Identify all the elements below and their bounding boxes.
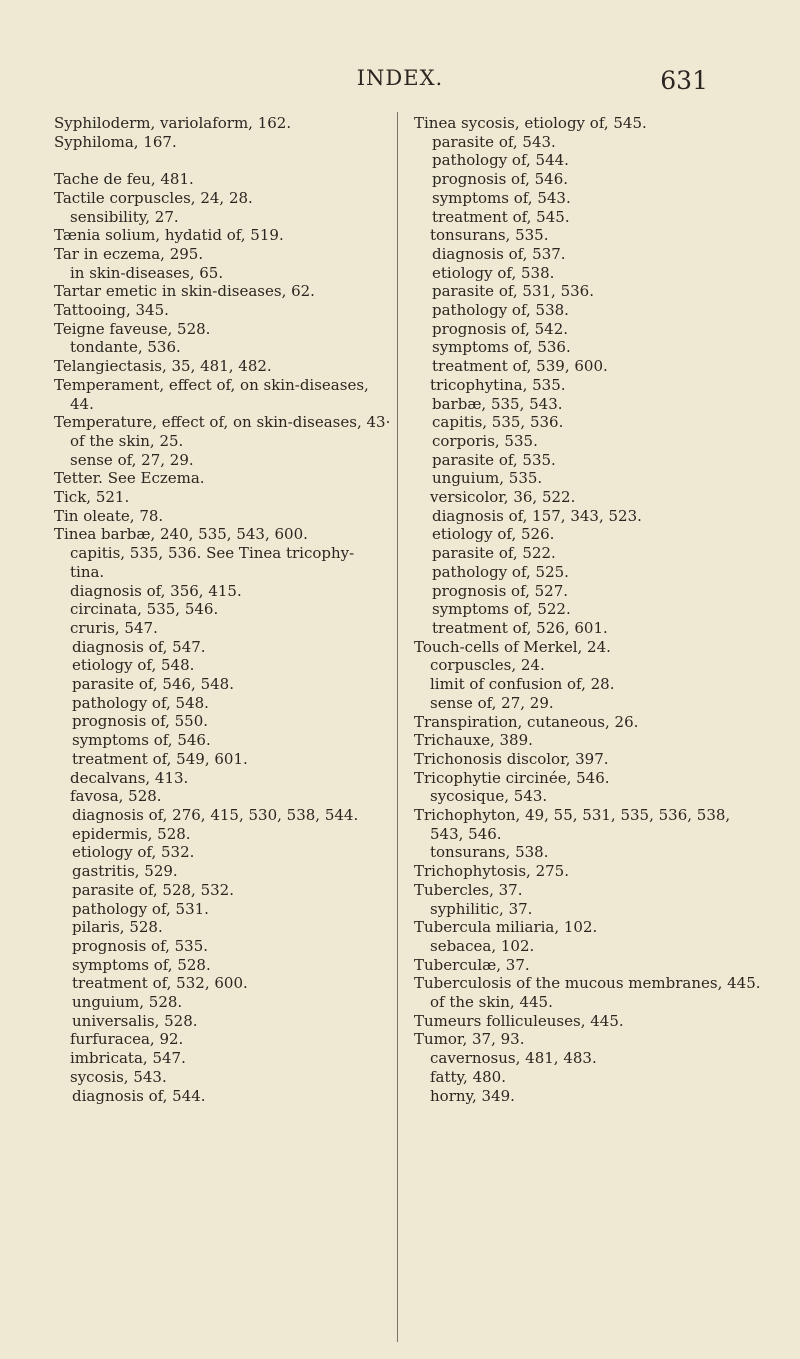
index-entry: symptoms of, 536. bbox=[432, 338, 571, 357]
index-entry: Syphiloderm, variolaform, 162. bbox=[54, 114, 292, 132]
index-entry: tricophytina, 535. bbox=[430, 375, 566, 394]
index-entry: parasite of, 535. bbox=[432, 450, 556, 469]
index-entry: Tetter. See Eczema. bbox=[54, 469, 205, 488]
index-entry: sycosis, 543. bbox=[70, 1067, 167, 1086]
index-entry: capitis, 535, 536. See Tinea tricophy- bbox=[70, 544, 355, 563]
index-entry: of the skin, 25. bbox=[70, 431, 184, 450]
index-entry: Temperament, effect of, on skin-diseases, bbox=[54, 375, 369, 394]
index-entry: gastritis, 529. bbox=[72, 862, 178, 881]
index-entry: in skin-diseases, 65. bbox=[70, 263, 224, 282]
index-entry: Temperature, effect of, on skin-diseases, 43· bbox=[54, 413, 391, 432]
index-entry: favosa, 528. bbox=[70, 787, 162, 806]
index-entry: treatment of, 545. bbox=[432, 207, 570, 226]
index-entry: Tumor, 37, 93. bbox=[414, 1030, 525, 1049]
index-entry: Tubercles, 37. bbox=[414, 880, 523, 899]
index-entry: diagnosis of, 356, 415. bbox=[70, 581, 242, 600]
index-entry: tondante, 536. bbox=[70, 338, 181, 357]
index-entry: treatment of, 532, 600. bbox=[72, 974, 248, 993]
index-entry: sense of, 27, 29. bbox=[70, 450, 194, 469]
index-entry: pathology of, 538. bbox=[432, 301, 569, 320]
index-entry: circinata, 535, 546. bbox=[70, 600, 219, 619]
index-column-left bbox=[54, 114, 424, 1105]
index-entry: corpuscles, 24. bbox=[430, 656, 545, 675]
index-entry: imbricata, 547. bbox=[70, 1049, 186, 1068]
index-entry: decalvans, 413. bbox=[70, 768, 189, 787]
index-entry: universalis, 528. bbox=[72, 1011, 198, 1030]
index-entry: pathology of, 548. bbox=[72, 693, 209, 712]
index-entry: sebacea, 102. bbox=[430, 936, 535, 955]
index-entry: Tinea sycosis, etiology of, 545. bbox=[414, 114, 647, 132]
index-entry: Syphiloma, 167. bbox=[54, 132, 177, 151]
index-entry: symptoms of, 528. bbox=[72, 955, 211, 974]
index-entry: Trichophyton, 49, 55, 531, 535, 536, 538, bbox=[414, 806, 731, 825]
index-entry bbox=[54, 151, 424, 170]
index-entry: prognosis of, 527. bbox=[432, 581, 569, 600]
index-entry: diagnosis of, 547. bbox=[72, 637, 206, 656]
index-entry: parasite of, 546, 548. bbox=[72, 675, 234, 694]
index-entry: syphilitic, 37. bbox=[430, 899, 533, 918]
page-header bbox=[0, 0, 800, 95]
index-entry: diagnosis of, 276, 415, 530, 538, 544. bbox=[72, 806, 359, 824]
index-entry: diagnosis of, 537. bbox=[432, 244, 566, 263]
index-entry: symptoms of, 522. bbox=[432, 600, 571, 619]
column-divider bbox=[397, 112, 398, 1342]
index-entry: corporis, 535. bbox=[432, 431, 538, 450]
index-entry: unguium, 528. bbox=[72, 993, 183, 1012]
index-entry: diagnosis of, 544. bbox=[72, 1086, 206, 1105]
running-title: INDEX. bbox=[356, 66, 444, 90]
index-entry: Tinea barbæ, 240, 535, 543, 600. bbox=[54, 525, 308, 544]
index-entry: cavernosus, 481, 483. bbox=[430, 1049, 597, 1068]
index-entry: treatment of, 526, 601. bbox=[432, 618, 608, 637]
index-entry: Transpiration, cutaneous, 26. bbox=[414, 712, 639, 731]
index-entry: Trichophytosis, 275. bbox=[414, 862, 569, 881]
index-entry: parasite of, 543. bbox=[432, 132, 556, 151]
index-entry: parasite of, 531, 536. bbox=[432, 282, 594, 301]
index-entry: cruris, 547. bbox=[70, 618, 158, 637]
index-entry: Tricophytie circinée, 546. bbox=[414, 768, 610, 787]
index-entry: diagnosis of, 157, 343, 523. bbox=[432, 506, 642, 525]
index-entry: Tumeurs folliculeuses, 445. bbox=[414, 1011, 624, 1030]
index-entry: treatment of, 539, 600. bbox=[432, 357, 608, 376]
index-entry: Tar in eczema, 295. bbox=[54, 244, 204, 263]
index-entry: Tactile corpuscles, 24, 28. bbox=[54, 188, 253, 207]
index-entry: Tin oleate, 78. bbox=[54, 506, 164, 525]
page-number: 631 bbox=[660, 66, 708, 95]
index-entry: treatment of, 549, 601. bbox=[72, 749, 248, 768]
index-entry: sense of, 27, 29. bbox=[430, 693, 554, 712]
index-entry: symptoms of, 546. bbox=[72, 731, 211, 750]
index-entry: prognosis of, 550. bbox=[72, 712, 209, 731]
index-entry: Tuberculosis of the mucous membranes, 445. bbox=[414, 974, 761, 993]
index-entry: parasite of, 522. bbox=[432, 544, 556, 563]
index-entry: etiology of, 532. bbox=[72, 843, 195, 862]
index-entry: Tattooing, 345. bbox=[54, 301, 169, 320]
index-entry: tina. bbox=[70, 562, 105, 581]
index-entry: Teigne faveuse, 528. bbox=[54, 319, 211, 338]
index-entry: pathology of, 531. bbox=[72, 899, 209, 918]
index-entry: prognosis of, 542. bbox=[432, 319, 569, 338]
index-entry: Trichauxe, 389. bbox=[414, 731, 533, 750]
index-entry: pilaris, 528. bbox=[72, 918, 163, 937]
index-entry: tonsurans, 538. bbox=[430, 843, 549, 862]
index-entry: sycosique, 543. bbox=[430, 787, 548, 806]
index-entry: Tache de feu, 481. bbox=[54, 170, 194, 189]
index-entry: 543, 546. bbox=[430, 824, 502, 843]
index-entry: parasite of, 528, 532. bbox=[72, 880, 234, 899]
index-entry: pathology of, 525. bbox=[432, 562, 569, 581]
index-entry: Tick, 521. bbox=[54, 488, 130, 507]
index-entry: etiology of, 548. bbox=[72, 656, 195, 675]
index-entry: barbæ, 535, 543. bbox=[432, 394, 563, 413]
index-entry: versicolor, 36, 522. bbox=[430, 488, 576, 507]
index-entry: horny, 349. bbox=[430, 1086, 515, 1105]
index-entry: fatty, 480. bbox=[430, 1067, 506, 1086]
index-entry: epidermis, 528. bbox=[72, 824, 191, 843]
index-entry: of the skin, 445. bbox=[430, 993, 553, 1012]
index-entry: limit of confusion of, 28. bbox=[430, 675, 615, 694]
index-entry: pathology of, 544. bbox=[432, 151, 569, 170]
index-entry: etiology of, 538. bbox=[432, 263, 555, 282]
index-entry: Tænia solium, hydatid of, 519. bbox=[54, 226, 284, 245]
index-entry: capitis, 535, 536. bbox=[432, 413, 564, 432]
index-entry: Telangiectasis, 35, 481, 482. bbox=[54, 357, 272, 376]
index-entry: etiology of, 526. bbox=[432, 525, 555, 544]
index-entry: tonsurans, 535. bbox=[430, 226, 549, 245]
index-entry: prognosis of, 546. bbox=[432, 170, 569, 189]
index-entry: sensibility, 27. bbox=[70, 207, 179, 226]
index-entry: Tartar emetic in skin-diseases, 62. bbox=[54, 282, 315, 301]
index-entry: prognosis of, 535. bbox=[72, 936, 209, 955]
index-entry: Tuberculæ, 37. bbox=[414, 955, 530, 974]
index-column-right bbox=[414, 114, 774, 1105]
index-entry: furfuracea, 92. bbox=[70, 1030, 184, 1049]
index-entry: 44. bbox=[70, 394, 94, 413]
index-entry: Tubercula miliaria, 102. bbox=[414, 918, 598, 937]
index-entry: symptoms of, 543. bbox=[432, 188, 571, 207]
index-entry: Trichonosis discolor, 397. bbox=[414, 749, 609, 768]
index-entry: Touch-cells of Merkel, 24. bbox=[414, 637, 611, 656]
index-entry: unguium, 535. bbox=[432, 469, 543, 488]
